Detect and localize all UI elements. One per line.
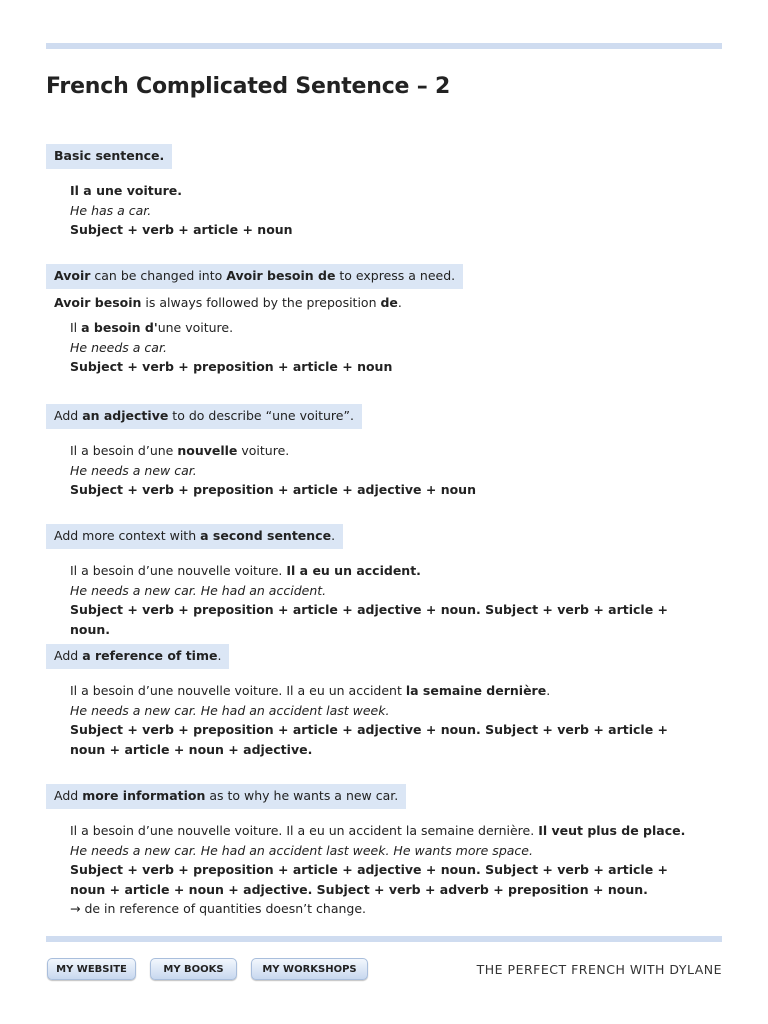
example-block <box>46 561 722 639</box>
top-divider <box>46 43 722 49</box>
grammar-formula: Subject + verb + preposition + article + adjective + noun. Subject + verb + article + noun + article + noun + adjective. <box>70 722 669 757</box>
section-more-information <box>46 784 722 919</box>
section-heading: Add more context with a second sentence. <box>46 524 343 549</box>
my-website-button[interactable]: MY WEBSITE <box>47 958 136 980</box>
section-avoir-besoin <box>46 264 722 377</box>
page-title: French Complicated Sentence – 2 <box>46 74 451 99</box>
arrow-note: → de in reference of quantities doesn’t change. <box>70 901 367 917</box>
english-translation: He needs a car. <box>70 339 167 355</box>
section-heading: Add an adjective to do describe “une voiture”. <box>46 404 362 429</box>
right-arrow-icon: → <box>70 901 81 917</box>
example-block <box>46 318 722 377</box>
grammar-formula: Subject + verb + preposition + article + adjective + noun. Subject + verb + article + noun. <box>70 602 669 637</box>
section-heading: Add a reference of time. <box>46 644 229 669</box>
french-sentence: Il a besoin d’une nouvelle voiture. Il a eu un accident. <box>70 563 421 578</box>
english-translation: He needs a new car. He had an accident. <box>70 582 327 598</box>
english-translation: He needs a new car. <box>70 462 197 478</box>
english-translation: He has a car. <box>70 202 152 218</box>
brand-name: THE PERFECT FRENCH WITH DYLANE <box>476 962 722 977</box>
section-basic-sentence <box>46 144 722 240</box>
my-workshops-button[interactable]: MY WORKSHOPS <box>251 958 368 980</box>
french-sentence: Il a besoin d'une voiture. <box>70 320 234 335</box>
french-sentence: Il a besoin d’une nouvelle voiture. <box>70 443 290 458</box>
example-block <box>46 441 722 500</box>
section-heading: Add more information as to why he wants a new car. <box>46 784 406 809</box>
french-sentence: Il a besoin d’une nouvelle voiture. Il a eu un accident la semaine dernière. Il veut plus de place. <box>70 823 686 838</box>
section-note: Avoir besoin is always followed by the preposition de. <box>54 295 402 310</box>
grammar-formula: Subject + verb + preposition + article + adjective + noun <box>70 482 476 498</box>
example-block <box>46 681 722 759</box>
section-heading: Avoir can be changed into Avoir besoin de to express a need. <box>46 264 463 289</box>
french-sentence: Il a une voiture. <box>70 183 182 198</box>
example-block <box>46 181 722 240</box>
english-translation: He needs a new car. He had an accident last week. He wants more space. <box>70 842 533 858</box>
section-adjective <box>46 404 722 500</box>
bottom-divider <box>46 936 722 942</box>
section-time-reference <box>46 644 722 759</box>
section-heading: Basic sentence. <box>46 144 172 169</box>
grammar-formula: Subject + verb + article + noun <box>70 222 293 238</box>
section-second-sentence <box>46 524 722 639</box>
my-books-button[interactable]: MY BOOKS <box>150 958 237 980</box>
english-translation: He needs a new car. He had an accident last week. <box>70 702 390 718</box>
french-sentence: Il a besoin d’une nouvelle voiture. Il a eu un accident la semaine dernière. <box>70 683 551 698</box>
example-block <box>46 821 722 919</box>
grammar-formula: Subject + verb + preposition + article + noun <box>70 359 393 375</box>
grammar-formula: Subject + verb + preposition + article + adjective + noun. Subject + verb + article + noun + article + noun + adjective. Subject + verb + adverb + preposition + noun. <box>70 862 669 897</box>
